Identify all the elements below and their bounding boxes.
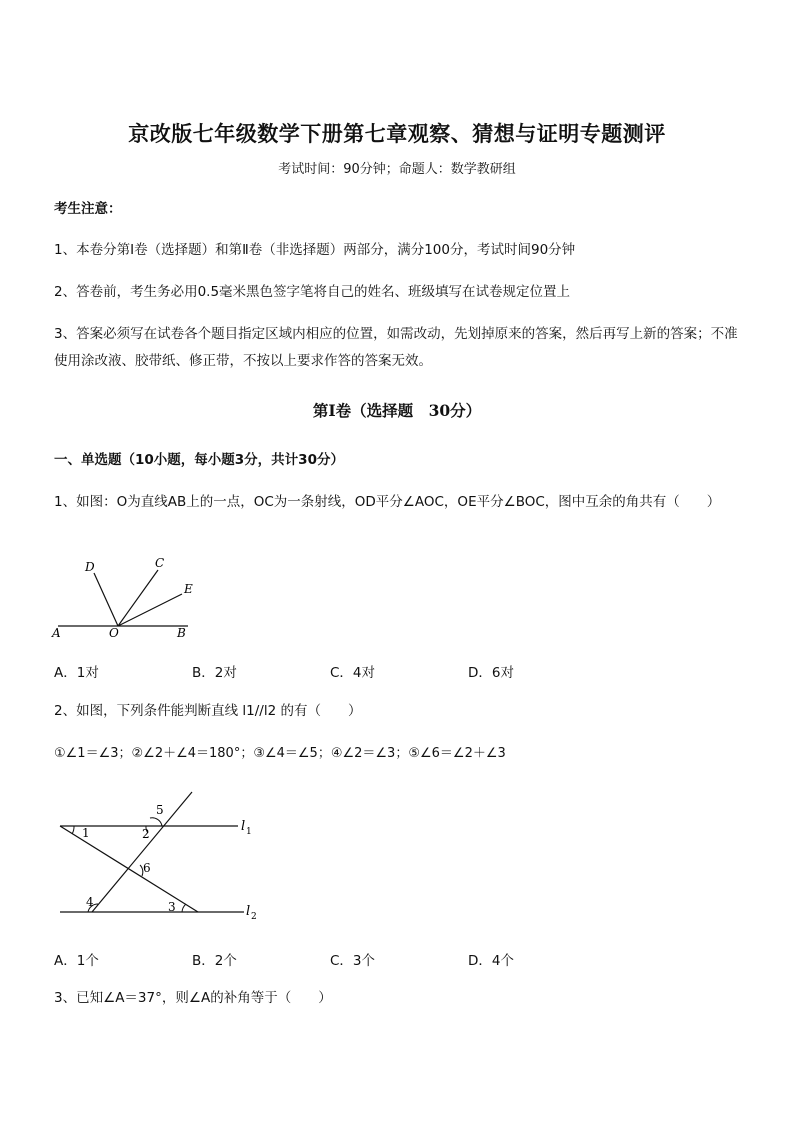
question-1-figure xyxy=(50,553,210,645)
label-E: E xyxy=(184,582,193,596)
label-B: B xyxy=(177,626,186,640)
notice-item-1: 1、本卷分第Ⅰ卷（选择题）和第Ⅱ卷（非选择题）两部分，满分100分，考试时间90分钟 xyxy=(54,242,576,258)
question-3-text: 3、已知∠A＝37°，则∠A的补角等于（ ） xyxy=(54,990,332,1006)
label-O: O xyxy=(109,626,119,640)
section-title: 第Ⅰ卷（选择题 30分） xyxy=(312,401,482,420)
part-title: 一、单选题（10小题，每小题3分，共计30分） xyxy=(54,452,344,468)
notice-item-3: 3、答案必须写在试卷各个题目指定区域内相应的位置，如需改动，先划掉原来的答案，然后再写上新的答案；不准使用涂改液、胶带纸、修正带，不按以上要求作答的答案无效。 xyxy=(54,326,738,369)
angle-5-label: 5 xyxy=(156,803,164,817)
option-a: A．1对 xyxy=(54,665,99,681)
line-l2-label: l xyxy=(246,904,251,919)
line-l1-label: l xyxy=(241,819,246,834)
option-c: C．4对 xyxy=(330,665,376,681)
angle-1-label: 1 xyxy=(82,826,90,840)
option-b: B．2个 xyxy=(192,953,237,969)
label-A: A xyxy=(52,626,61,640)
option-d: D．6对 xyxy=(468,665,514,681)
option-d: D．4个 xyxy=(468,953,514,969)
line-l2-subscript: 2 xyxy=(251,912,257,922)
option-b: B．2对 xyxy=(192,665,237,681)
question-1-text: 1、如图：O为直线AB上的一点，OC为一条射线，OD平分∠AOC，OE平分∠BOC，图中互余的角共有（ ） xyxy=(54,494,721,510)
angle-6-label: 6 xyxy=(143,861,151,875)
question-2-figure xyxy=(52,788,272,923)
page-title: 京改版七年级数学下册第七章观察、猜想与证明专题测评 xyxy=(128,121,666,146)
line-l1-subscript: 1 xyxy=(246,827,252,837)
exam-info: 考试时间：90分钟；命题人：数学教研组 xyxy=(278,162,516,177)
angle-3-label: 3 xyxy=(168,900,176,914)
notice-item-2: 2、答卷前，考生务必用0.5毫米黑色签字笔将自己的姓名、班级填写在试卷规定位置上 xyxy=(54,284,571,300)
notice-heading: 考生注意： xyxy=(54,201,122,217)
question-2-text: 2、如图，下列条件能判断直线 l1//l2 的有（ ） xyxy=(54,703,362,719)
angle-2-label: 2 xyxy=(142,827,150,841)
question-2-conditions: ①∠1＝∠3；②∠2＋∠4＝180°；③∠4＝∠5；④∠2＝∠3；⑤∠6＝∠2＋∠3 xyxy=(54,746,506,761)
option-c: C．3个 xyxy=(330,953,376,969)
label-D: D xyxy=(85,560,95,574)
label-C: C xyxy=(155,556,165,570)
angle-4-label: 4 xyxy=(86,895,94,909)
option-a: A．1个 xyxy=(54,953,99,969)
